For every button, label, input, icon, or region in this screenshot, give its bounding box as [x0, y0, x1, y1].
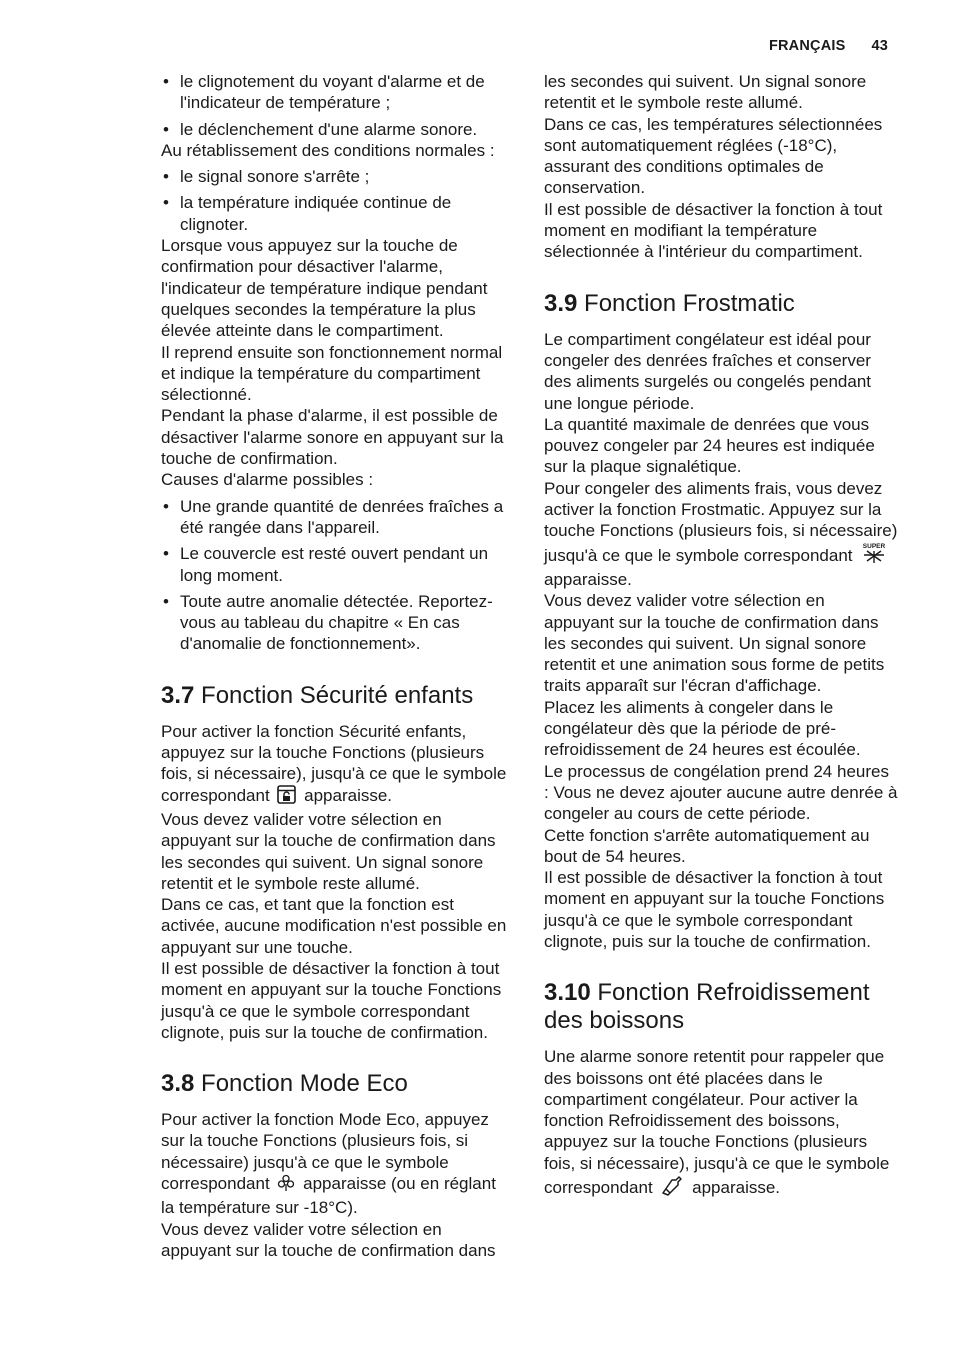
- paragraph: [544, 1046, 898, 1201]
- page-number: 43: [871, 38, 888, 54]
- paragraph: Dans ce cas, les températures sélectionnées sont automatiquement réglées (-18°C), assurant des conditions optimales de conservation.: [544, 114, 883, 198]
- list-item: • Le couvercle est resté ouvert pendant un long moment.: [161, 543, 513, 586]
- list-item: • le clignotement du voyant d'alarme et de l'indicateur de température ;: [161, 71, 513, 114]
- section-number: 3.9: [544, 289, 578, 317]
- language-label: FRANÇAIS: [768, 38, 846, 54]
- paragraph: Le compartiment congélateur est idéal pour congeler des denrées fraîches et conserver des aliments surgelés ou congelés pendant une longue période.: [544, 329, 871, 413]
- section-heading-3-8: [161, 1070, 513, 1098]
- paragraph-text: Pour activer la fonction Sécurité enfants, appuyez sur la touche Fonctions (plusieurs fois, si nécessaire), jusqu'à ce que le symbole correspondant: [161, 721, 507, 805]
- frostmatic-super-icon: [860, 542, 888, 569]
- paragraph: Il reprend ensuite son fonctionnement normal et indique la température du compartiment sélectionné.: [161, 342, 503, 405]
- section-heading-3-9: [544, 290, 898, 318]
- section-title: Fonction Mode Eco: [201, 1070, 408, 1098]
- paragraph-text: Pour activer la fonction Mode Eco, appuyez sur la touche Fonctions (plusieurs fois, si nécessaire) jusqu'à ce que le symbole correspondant: [161, 1110, 489, 1194]
- right-column: [544, 71, 898, 1201]
- page-header: [769, 38, 888, 54]
- list-item: • Toute autre anomalie détectée. Reportez-vous au tableau du chapitre « En cas d'anomalie de fonctionnement».: [161, 591, 513, 655]
- section-title: Fonction Refroidissement: [597, 979, 870, 1007]
- paragraph-text: apparaisse (ou en réglant la température sur -18°C).: [161, 1174, 496, 1218]
- child-lock-icon: [277, 785, 296, 809]
- section-number: 3.8: [161, 1070, 195, 1098]
- section-title: Fonction Sécurité enfants: [201, 681, 474, 709]
- paragraph-text: apparaisse.: [544, 569, 632, 589]
- eco-mode-icon: [277, 1174, 295, 1197]
- paragraph: Vous devez valider votre sélection en appuyant sur la touche de confirmation dans les secondes qui suivent. Un signal sonore retentit et une animation sous forme de petits traits apparaît sur l'écran d'affichage.: [544, 591, 885, 696]
- paragraph-text: Une alarme sonore retentit pour rappeler que des boissons ont été placées dans le compartiment congélateur. Pour activer la fonction Refroidissement des boissons, appuyez sur la touche Fonctions (plusieurs fois, si nécessaire), jusqu'à ce que le symbole correspondant: [544, 1047, 890, 1198]
- paragraph-text: Pour congeler des aliments frais, vous devez activer la fonction Frostmatic. Appuyez sur la touche Fonctions (plusieurs fois, si nécessaire) jusqu'à ce que le symbole correspondant: [544, 478, 898, 565]
- paragraph: Il est possible de désactiver la fonction à tout moment en modifiant la température sélectionnée à l'intérieur du compartiment.: [544, 199, 883, 262]
- list-item: • le signal sonore s'arrête ;: [161, 166, 513, 187]
- paragraph: Vous devez valider votre sélection en appuyant sur la touche de confirmation dans les secondes qui suivent. Un signal sonore retentit et le symbole reste allumé.: [161, 809, 496, 893]
- paragraph: Vous devez valider votre sélection en appuyant sur la touche de confirmation dans: [161, 1219, 496, 1260]
- paragraph: [544, 478, 898, 590]
- paragraph: les secondes qui suivent. Un signal sonore retentit et le symbole reste allumé.: [544, 72, 867, 113]
- section-heading-3-10: [544, 979, 898, 1035]
- left-column: [161, 71, 513, 1261]
- paragraph: Lorsque vous appuyez sur la touche de confirmation pour désactiver l'alarme, l'indicateur de température indique pendant quelques secondes la température la plus élevée atteinte dans le compartiment.: [161, 236, 488, 341]
- paragraph-text: apparaisse.: [687, 1178, 781, 1198]
- drinks-chill-icon: [660, 1174, 684, 1201]
- paragraph: Il est possible de désactiver la fonction à tout moment en appuyant sur la touche Fonctions jusqu'à ce que le symbole correspondant clignote, puis sur la touche de confirmation.: [161, 958, 502, 1042]
- paragraph: Au rétablissement des conditions normales :: [161, 140, 495, 160]
- section-title: des boissons: [544, 1007, 685, 1035]
- paragraph: Pendant la phase d'alarme, il est possible de désactiver l'alarme sonore en appuyant sur la touche de confirmation.: [161, 406, 504, 469]
- list-item: • la température indiquée continue de clignoter.: [161, 192, 513, 235]
- section-heading-3-7: [161, 682, 513, 710]
- list-item: • Une grande quantité de denrées fraîches a été rangée dans l'appareil.: [161, 496, 513, 539]
- paragraph: La quantité maximale de denrées que vous pouvez congeler par 24 heures est indiquée sur la plaque signalétique.: [544, 414, 875, 477]
- paragraph: [161, 1109, 513, 1218]
- paragraph: Il est possible de désactiver la fonction à tout moment en appuyant sur la touche Fonctions jusqu'à ce que le symbole correspondant clignote, puis sur la touche de confirmation.: [544, 868, 885, 951]
- paragraph: Cette fonction s'arrête automatiquement au bout de 54 heures.: [544, 825, 870, 866]
- paragraph-text: apparaisse.: [299, 785, 393, 805]
- section-number: 3.10: [544, 979, 591, 1007]
- paragraph: Causes d'alarme possibles :: [161, 470, 374, 490]
- paragraph: Placez les aliments à congeler dans le congélateur dès que la période de pré-refroidissement de 24 heures est écoulée.: [544, 697, 861, 760]
- section-number: 3.7: [161, 681, 195, 709]
- paragraph: Le processus de congélation prend 24 heures : Vous ne devez ajouter aucune autre denrée à congeler au cours de cette période.: [544, 761, 898, 824]
- paragraph: [161, 721, 513, 809]
- list-item: • le déclenchement d'une alarme sonore.: [161, 119, 513, 140]
- section-title: Fonction Frostmatic: [584, 289, 795, 317]
- paragraph: Dans ce cas, et tant que la fonction est activée, aucune modification n'est possible en appuyant sur une touche.: [161, 895, 507, 957]
- icon-text: SUPER: [863, 542, 886, 550]
